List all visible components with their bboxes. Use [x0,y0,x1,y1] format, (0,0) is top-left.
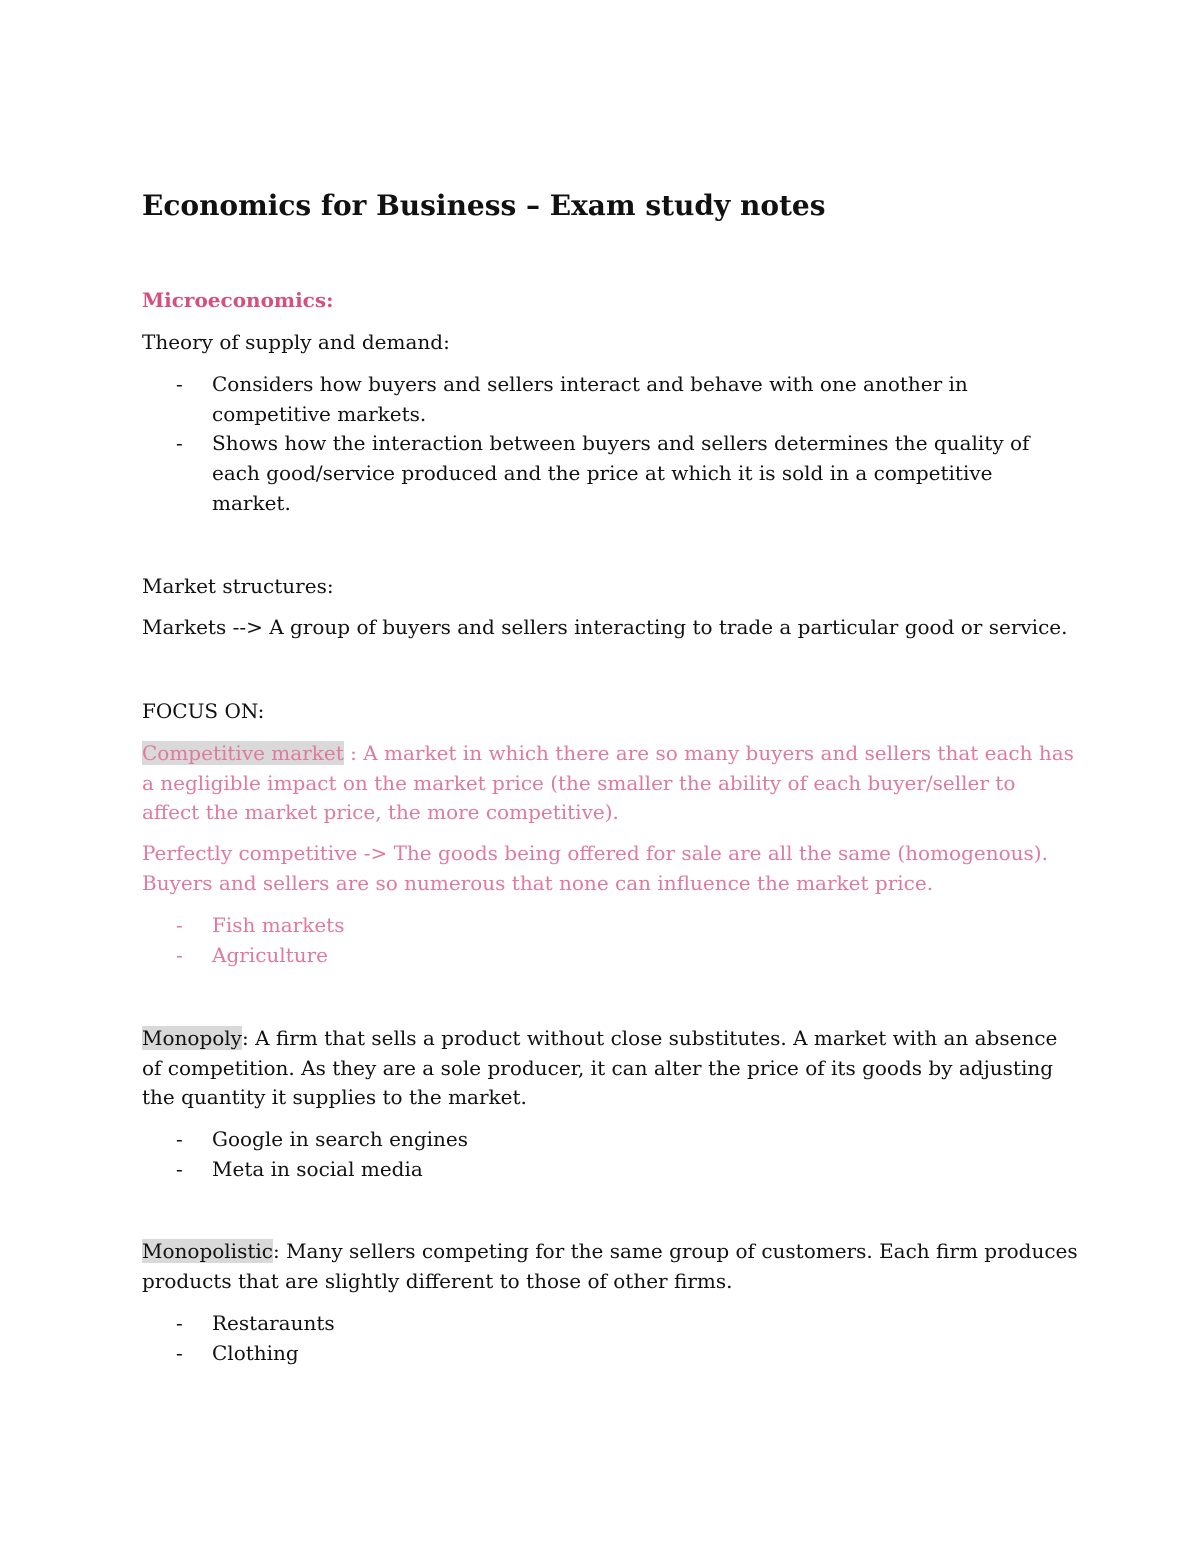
competitive-market-text: affect the market price, the more competitive). [142,800,619,824]
bullet-dash: - [176,913,183,937]
bullet-text: Shows how the interaction between buyers and sellers determines the quality of [212,431,1030,455]
bullet-text: Fish markets [212,913,345,937]
bullet-text: market. [212,491,291,515]
bullet-text: competitive markets. [212,402,427,426]
monopolistic-text: products that are slightly different to those of other firms. [142,1269,733,1293]
markets-definition: Markets --> A group of buyers and sellers interacting to trade a particular good or service. [142,615,1068,639]
monopolistic-term: Monopolistic [142,1239,273,1263]
perfectly-competitive-text: Buyers and sellers are so numerous that none can influence the market price. [142,871,934,895]
bullet-text: Google in search engines [212,1127,469,1151]
monopoly-text: the quantity it supplies to the market. [142,1085,527,1109]
monopolistic-line [142,1236,1078,1266]
bullet-dash: - [176,1311,183,1335]
focus-on-heading: FOCUS ON: [142,699,265,723]
bullet-text: Restaraunts [212,1311,335,1335]
competitive-market-term: Competitive market [142,741,344,765]
bullet-text: Clothing [212,1341,299,1365]
bullet-text: each good/service produced and the price at which it is sold in a competitive [212,461,993,485]
bullet-text: Agriculture [212,943,328,967]
monopoly-text: : A firm that sells a product without close substitutes. A market with an absence [241,1026,1058,1050]
page-title: Economics for Business – Exam study notes [142,189,826,222]
microeconomics-heading: Microeconomics: [142,288,334,312]
bullet-dash: - [176,1127,183,1151]
competitive-market-line [142,738,1074,768]
competitive-market-text: : A market in which there are so many buyers and sellers that each has [343,741,1074,765]
bullet-dash: - [176,431,183,455]
perfectly-competitive-text: Perfectly competitive -> The goods being offered for sale are all the same (homogenous). [142,841,1048,865]
competitive-market-text: a negligible impact on the market price (the smaller the ability of each buyer/seller to [142,771,1016,795]
bullet-text: Meta in social media [212,1157,423,1181]
supply-demand-heading: Theory of supply and demand: [142,330,450,354]
bullet-dash: - [176,1157,183,1181]
bullet-text: Considers how buyers and sellers interact and behave with one another in [212,372,968,396]
monopoly-line [142,1023,1057,1053]
monopoly-term: Monopoly [142,1026,242,1050]
bullet-dash: - [176,943,183,967]
bullet-dash: - [176,372,183,396]
market-structures-heading: Market structures: [142,574,334,598]
bullet-dash: - [176,1341,183,1365]
monopoly-text: of competition. As they are a sole producer, it can alter the price of its goods by adjusting [142,1056,1054,1080]
monopolistic-text: : Many sellers competing for the same group of customers. Each firm produces [272,1239,1078,1263]
